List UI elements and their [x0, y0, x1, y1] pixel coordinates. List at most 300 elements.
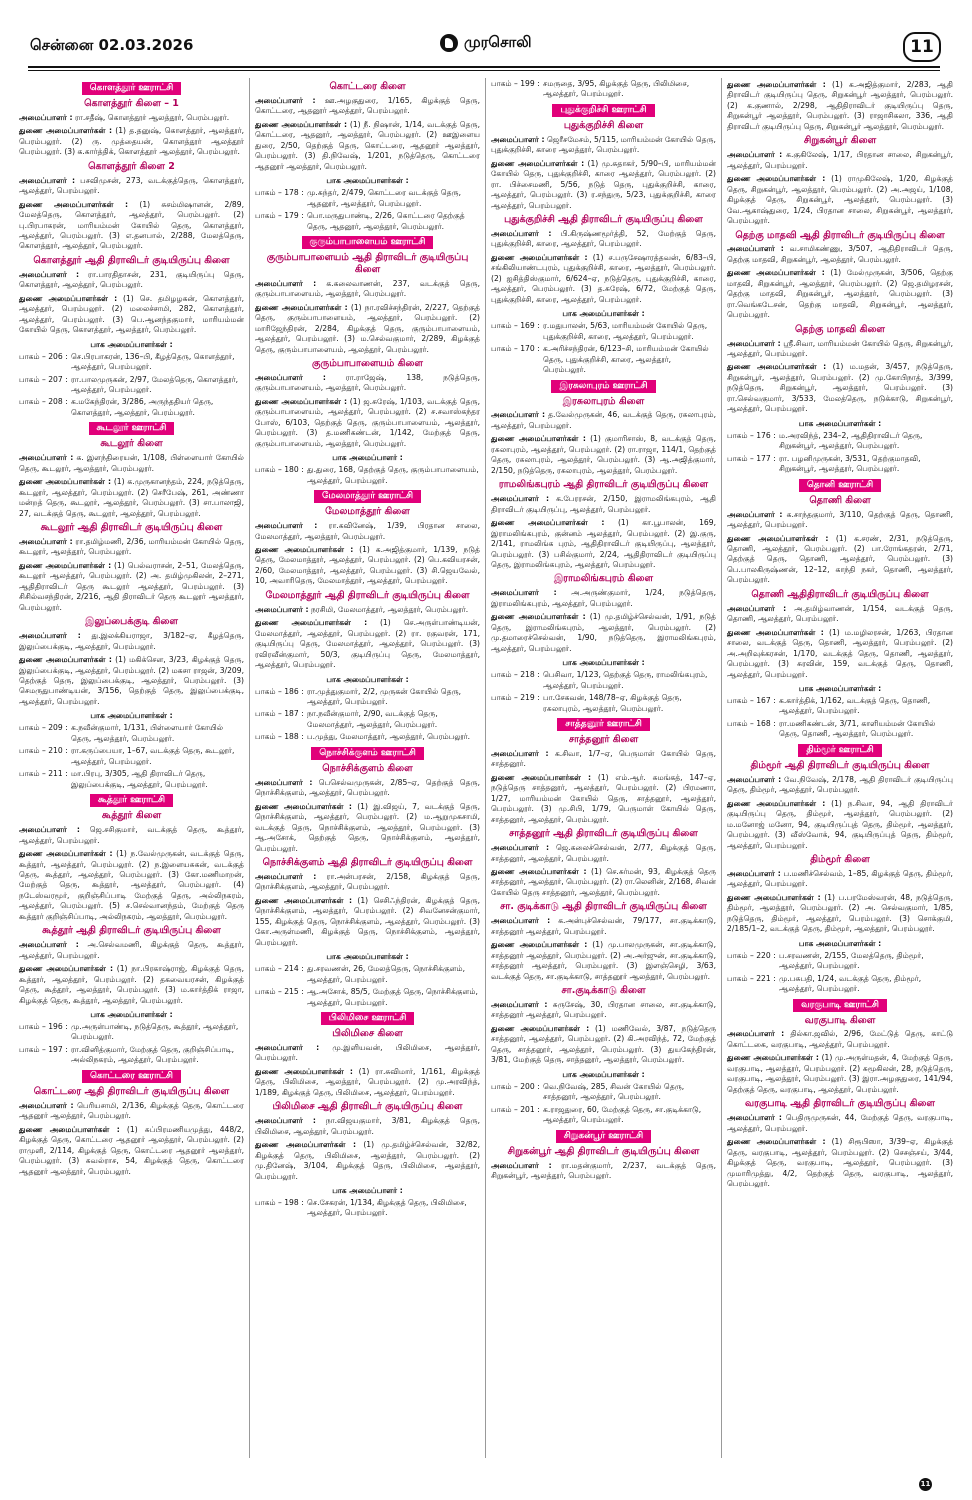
- ward-organizer: பொ.மருதுபாண்டி, 2/26, கொட்டரை தெற்குத் தெரு, ஆதனூர், ஆலத்தூர், பெரம்பலூர்.: [307, 211, 465, 231]
- ward-organizer: து.சரவணன், 26, மேலத்தெரு, நொச்சிக்குளம், ஆலத்தூர், பெரம்பலூர்.: [307, 964, 466, 984]
- entry-text: (1) த.தனுஷ், கொளத்தூர், ஆலத்தூர், பெரம்பலூர். (2) ரு. முத்தையன், கொளத்தூர் ஆலத்தூர் பெரம்பலூர். (3) க.கார்த்திக், கொளத்தூர் ஆலத்தூர், பெரம்பலூர்.: [19, 126, 244, 157]
- ward-organizer: செ.பிரபாகரன், 136–பி, கீழத்தெரு, கொளத்தூர், ஆலத்தூர், பெரம்பலூர்.: [71, 351, 235, 372]
- entry-text: (1) செ. தமிழழகன், கொளத்தூர், ஆலத்தூர், பெரம்பலூர். (2) மலைச்சாமி, 282, கொளத்தூர், ஆலத்தூர், பெரம்பலூர். (3) பெ.ஆனந்தகுமார், மாரியம்மன் கோயில் தெரு, கொளத்தூர், ஆலத்தூர், பெரம்பலூர்.: [19, 293, 244, 335]
- organizer-entry: [727, 1053, 953, 1095]
- section-subheading: பாக அமைப்பாளர்கள் :: [326, 674, 409, 684]
- article-columns: [14, 78, 958, 1458]
- role-label: துணை அமைப்பாளர்கள் :: [491, 866, 587, 876]
- ward-number: பாகம் – 200 :: [491, 1081, 540, 1091]
- ward-entry: [491, 1105, 716, 1126]
- ward-entry: [255, 211, 480, 232]
- organizer-entry: [491, 749, 716, 770]
- ward-number: பாகம் – 219 :: [491, 693, 540, 703]
- ward-entry: [491, 344, 716, 375]
- organizer-entry: [727, 1137, 953, 1189]
- branch-heading: கொளத்தூர் கிளை 2: [88, 160, 175, 172]
- entry-text: (1) நா.பிரகாஷ்ராஜ், கிழக்குத் தெரு, கூத்தூர், ஆலத்தூர், பெரம்பலூர். (2) தகவையரசன், கிழக்குத் தெரு, கூத்தூர், ஆலத்தூர், பெரம்பலூர். (3) ம.கார்த்திக் ராஜா, கிழக்குத் தெரு, கூத்தூர், ஆலத்தூர், பெரம்பலூர்.: [19, 964, 244, 1005]
- ward-number: பாகம் – 209 :: [19, 723, 68, 733]
- branch-heading: புதுக்குறிச்சி ஆதி திராவிடர் குடியிருப்பு கிளை: [504, 214, 703, 226]
- organizer-entry: [19, 849, 244, 922]
- role-label: துணை அமைப்பாளர்கள் :: [19, 126, 112, 136]
- panchayat-banner: புதுக்குறிச்சி ஊராட்சி: [552, 104, 654, 117]
- entry-text: நா.விஜயகுமார், 3/81, கிழக்குத் தெரு, பிலிமிசை, ஆலத்தூர், பெரம்பலூர்.: [255, 1116, 480, 1136]
- ward-entry: [255, 732, 480, 742]
- organizer-entry: [255, 373, 480, 394]
- organizer-entry: [727, 1113, 953, 1134]
- ward-organizer: ர.மதுபாலன், 5/63, மாரியம்மன் கோயில் தெரு, புதுக்குறிச்சி, காரை, ஆலத்தூர், பெரம்பலூர்.: [543, 321, 708, 341]
- panchayat-banner: சிறுகன்பூர் ஊராட்சி: [556, 1130, 651, 1143]
- entry-text: (1) ஜ.சுரேஷ், 1/103, வடக்குத் தெரு, குரும்பாபாளையம், ஆலத்தூர், பெரம்பலூர். (2) ச.சவாஸ்கந்தர போஸ், 6/103, தெற்குத் தெரு, குரும்பாபாளையம், ஆலத்தூர், பெரம்பலூர். (3) த.மணிகண்டன், 1/142, மேற்குத் தெரு, குரும்பாபாளையம், ஆலத்தூர், பெரம்பலூர்.: [255, 396, 480, 448]
- entry-text: (1) சுப்பிரமணியமுத்து, 448/2, கிழக்குத் தெரு, கொட்டரை ஆதனூர் ஆலத்தூர், பெரம்பலூர். (2) ராமுளி, 2/114, கிழக்குத் தெரு, கொட்டரை ஆதனூர் ஆலத்தூர், பெரம்பலூர். (3) சுவல்ராச, 54, கிழக்குத் தெரு, கொட்டரை ஆதனூர் ஆலத்தூர், பெரம்பலூர்.: [19, 1124, 244, 1176]
- role-label: துணை அமைப்பாளர்கள் :: [255, 1066, 353, 1076]
- ward-entry: [727, 951, 953, 972]
- organizer-entry: [491, 135, 716, 156]
- ward-organizer: மு.பசுபதி, 1/24, வடக்குத் தெரு, திம்மூர், ஆலத்தூர், பெரம்பலூர்.: [779, 973, 922, 994]
- ward-organizer: சமருதை, 3/95, கிழக்குத் தெரு, பிலிமிசை, ஆலத்தூர், பெரம்பலூர்.: [543, 79, 690, 99]
- ward-number: பாகம் – 188 :: [255, 732, 304, 742]
- ward-number: பாகம் – 210 :: [19, 746, 68, 756]
- entry-text: ரா.சதீஷ், கொளத்தூர் ஆலத்தூர், பெரம்பலூர்.: [74, 112, 230, 122]
- organizer-entry: [19, 176, 244, 197]
- organizer-entry: [255, 778, 480, 799]
- ward-entry: [727, 431, 953, 452]
- role-label: துணை அமைப்பாளர்கள் :: [491, 1023, 590, 1033]
- organizer-entry: [255, 96, 480, 117]
- role-label: அமைப்பாளர் :: [491, 228, 552, 238]
- branch-heading: இராமலிங்கபுரம் கிளை: [553, 573, 654, 585]
- panchayat-banner: மேலமாத்தூர் ஊராட்சி: [314, 490, 421, 503]
- organizer-entry: [19, 940, 244, 961]
- ward-entry: [491, 1082, 716, 1103]
- entry-text: நரசிமி, மேலமாத்தூர், ஆலத்தூர், பெரம்பலூர்.: [310, 604, 469, 614]
- role-label: துணை அமைப்பாளர்கள் :: [19, 1124, 120, 1134]
- ward-organizer: க.நவீன்குமார், 1/131, பிள்ளையார் கோயில் தெரு, ஆலத்தூர், பெரம்பலூர்.: [71, 723, 224, 743]
- entry-text: (1) மேல்முருகன், 3/506, தெற்கு மாதவி, சிறுகன்பூர், ஆலத்தூர், பெரம்பலூர். (2) ஜெ.தமிழரசன், தெற்கு மாதவி, சிறுகன்பூர், ஆலத்தூர், பெரம்பலூர். (3) ரா.வெங்கடேசன், தெற்கு மாதவி, சிறுகன்பூர், ஆலத்தூர், பெரம்பலூர்.: [727, 268, 953, 320]
- footer-page-number: 11: [919, 1478, 932, 1491]
- entry-text: ரா.கவினேஷ், 1/39, பிரதான சாலை, மேலமாத்தூர், ஆலத்தூர், பெரம்பலூர்.: [255, 521, 480, 541]
- entry-text: க.கலைவாணன், 237, வடக்குத் தெரு, குரும்பாபாளையம், ஆலத்தூர், பெரம்பலூர்.: [255, 278, 480, 299]
- panchayat-banner: குரும்பாபாளையம் ஊராட்சி: [302, 236, 434, 249]
- role-label: அமைப்பாளர் :: [491, 999, 548, 1009]
- section-subheading: பாக அமைப்பாளர்கள் :: [798, 938, 882, 948]
- ward-number: பாகம் – 177 :: [727, 453, 776, 463]
- ward-organizer: செ.சேகரன், 1/134, கிழக்குத் தெரு, பிலிமிசை, ஆலத்தூர், பெரம்பலூர்.: [307, 1197, 467, 1218]
- ward-entry: [19, 397, 244, 418]
- organizer-entry: [19, 1101, 244, 1122]
- entry-text: பெசெல்வமுருகன், 2/85–ஏ, தெற்குத் தெரு, நொச்சிக்குளம், ஆலத்தூர், பெரம்பலூர்.: [255, 777, 480, 798]
- section-subheading: பாக அமைப்பாளர்கள் :: [798, 684, 882, 693]
- organizer-entry: [491, 843, 716, 864]
- entry-text: அ.அருண்குமார், 1/24, நடுத்தெரு, இராமலிங்கபுரம், ஆலத்தூர், பெரம்பலூர்.: [491, 588, 716, 608]
- entry-text: (1) ராமுகிலேஷ், 1/20, கிழக்குத் தெரு, சிறுகன்பூர், ஆலத்தூர், பெரம்பலூர். (2) அ.அஜய், 1/108, கிழக்குத் தெரு, சிறுகன்பூர், ஆலத்தூர், பெரம்பலூர். (3) வே.ஆகாஷ்துரை, 1/24, பிரதான சாலை, சிறுகன்பூர், ஆலத்தூர், பெரம்பலூர்.: [727, 174, 953, 226]
- role-label: அமைப்பாளர் :: [255, 95, 316, 105]
- entry-text: அ.செல்வமணி, கிழக்குத் தெரு, கூத்தூர், ஆலத்தூர், பெரம்பலூர்.: [19, 940, 244, 960]
- organizer-entry: [491, 940, 716, 982]
- branch-heading: சாத்தனூர் ஆதி திராவிடர் குடியிருப்பு கிளை: [509, 828, 698, 840]
- ward-organizer: ரா.கருப்பையா, 1–67, வடக்குத் தெரு, கூடலூர், ஆலத்தூர், பெரம்பலூர்.: [71, 746, 235, 766]
- role-label: துணை அமைப்பாளர்கள் :: [727, 80, 826, 89]
- branch-heading: கூடலூர் ஆதி திராவிடர் குடியிருப்பு கிளை: [40, 522, 223, 534]
- ward-number: பாகம் – 211 :: [19, 769, 68, 779]
- entry-text: (1) மு.பாலமுருகன், சா.குடிக்காடு, சாத்தனூர் ஆலத்தூர், பெரம்பலூர். (2) அ.அர்ஜுன், சா.குடிக்காடு, சாத்தனூர் ஆலத்தூர், பெரம்பலூர். (3) இளஞ்செழி, 3/63, வடக்குத் தெரு, சா.குடிக்காடு, சாத்தனூர் ஆலத்தூர், பெரம்பலூர்.: [491, 940, 716, 981]
- organizer-entry: [727, 268, 953, 320]
- role-label: அமைப்பாளர் :: [19, 175, 76, 185]
- ward-number: பாகம் – 199 :: [491, 79, 540, 88]
- ward-organizer: மு.சுந்தர், 2/479, கொட்டரை வடக்குத் தெரு, ஆதனூர், ஆலத்தூர், பெரம்பலூர்.: [307, 188, 462, 208]
- branch-heading: நொச்சிக்குளம் ஆதி திராவிடர் குடியிருப்பு கிளை: [262, 857, 473, 869]
- masthead-rule: [28, 66, 940, 68]
- entry-text: (1) ம.மழிலரசன், 1/263, பிரதான சாலை, வடக்குத் தெரு, தொணி, ஆலத்தூர், பெரம்பலூர். (2) அ.அறிவுக்கரசன், 1/170, வடக்குத் தெரு, தொணி, ஆலத்தூர், பெரம்பலூர். (3) சுரவின், 159, வடக்குத் தெரு, தொணி, ஆலத்தூர், பெரம்பலூர்.: [727, 627, 953, 679]
- column-1: [14, 78, 250, 1458]
- branch-heading: குரும்பாபாளையம் ஆதி திராவிடர் குடியிருப்பு கிளை: [266, 252, 469, 275]
- organizer-entry: [255, 872, 480, 893]
- role-label: துணை அமைப்பாளர்கள் :: [491, 158, 585, 168]
- entry-text: மு.இளியவன், பிலிமிசை, ஆலத்தூர், பெரம்பலூர்.: [255, 1042, 480, 1063]
- role-label: அமைப்பாளர் :: [727, 774, 782, 784]
- ward-organizer: ப.முத்து, மேலமாத்தூர், ஆலத்தூர், பெரம்பலூர்.: [307, 732, 471, 742]
- role-label: துணை அமைப்பாளர்கள் :: [255, 1140, 357, 1150]
- branch-heading: நொச்சிக்குளம் கிளை: [322, 762, 413, 774]
- branch-heading: கொட்டரை கிளை: [329, 81, 406, 92]
- ward-organizer: து.துரை, 168, தெற்குத் தெரு, குரும்பாபாளையம், ஆலத்தூர், பெரம்பலூர்.: [307, 465, 479, 485]
- branch-heading: சா.குடிக்காடு கிளை: [561, 985, 646, 997]
- role-label: அமைப்பாளர் :: [255, 372, 326, 382]
- branch-heading: கூத்தூர் கிளை: [101, 810, 162, 822]
- edition-date: சென்னை 02.03.2026: [30, 36, 194, 54]
- entry-text: (1) இ.விஜய், 7, வடக்குத் தெரு, நொச்சிக்குளம், ஆலத்தூர், பெரம்பலூர். (2) ம.ஆறுமுகசாமி, வடக்குத் தெரு, நொச்சிக்குளம், ஆலத்தூர், பெரம்பலூர். (3) ஆ.அசோக், தெற்குத் தெரு, நொச்சிக்குளம், ஆலத்தூர், பெரம்பலூர்.: [255, 801, 480, 853]
- ward-organizer: ரா.மணிகண்டன், 3/71, காளியம்மன் கோயில் தெரு, தொணி, ஆலத்தூர், பெரம்பலூர்.: [779, 718, 936, 739]
- branch-heading: சாத்தனூர் கிளை: [568, 734, 639, 745]
- section-subheading: பாக அமைப்பாளர் :: [332, 453, 403, 463]
- role-label: துணை அமைப்பாளர்கள் :: [727, 533, 829, 543]
- entry-text: (1) ந.வேல்முருகன், வடக்குத் தெரு, கூத்தூர், ஆலத்தூர், பெரம்பலூர். (2) ந.இளையசுகன், வடக்குத் தெரு, கூத்தூர், ஆலத்தூர், பெரம்பலூர். (3) கோ.மணிமாறன், மேற்குத் தெரு, கூத்தூர், ஆலத்தூர், பெரம்பலூர். (4) நடேஸ்வரமூர், குறிஞ்சிப்பாடி மேற்குத் தெரு, அல்லிநகரம், ஆலத்தூர், பெரம்பலூர். (5) ச.செல்வானந்தம், மேற்குத் தெரு கூத்தூர் குறிஞ்சிப்பாடி, அல்லிநகரம், ஆலத்தூர், பெரம்பலூர்.: [19, 849, 244, 921]
- organizer-entry: [19, 537, 244, 558]
- role-label: துணை அமைப்பாளர்கள் :: [727, 1053, 819, 1063]
- ward-number: பாகம் – 207 :: [19, 374, 68, 384]
- ward-number: பாகம் – 179 :: [255, 211, 304, 221]
- ward-number: பாகம் – 206 :: [19, 351, 68, 361]
- masthead: [0, 0, 972, 62]
- panchayat-banner: கூடலூர் ஊராட்சி: [89, 422, 175, 435]
- role-label: அமைப்பாளர் :: [19, 825, 80, 835]
- entry-text: (1) ம.மதன், 3/457, நடுத்தெரு, சிறுகன்பூர், ஆலத்தூர், பெரம்பலூர். (2) மு.கோபிநாத், 3/399, நடுத்தெரு, சிறுகன்பூர், ஆலத்தூர், பெரம்பலூர். (3) ரா.செல்வகுமார், 3/533, மேலத்தெரு, நடுக்காடு, சிறுகன்பூர், ஆலத்தூர், பெரம்பலூர்.: [727, 362, 953, 414]
- section-subheading: பாக அமைப்பாளர்கள் :: [90, 1010, 173, 1019]
- role-label: துணை அமைப்பாளர்கள் :: [19, 849, 113, 859]
- branch-heading: தெற்கு மாதவி ஆதி திராவிடர் குடியிருப்பு கிளை: [735, 229, 945, 241]
- ward-entry: [19, 769, 244, 790]
- ward-entry: [255, 964, 480, 985]
- ward-organizer: ரா. பழனிமுருகன், 3/531, தெற்குமாதவி, சிறுகன்பூர், ஆலத்தூர், பெரம்பலூர்.: [779, 453, 921, 474]
- role-label: அமைப்பாளர் :: [491, 748, 549, 758]
- role-label: துணை அமைப்பாளர்கள் :: [255, 544, 354, 554]
- organizer-entry: [727, 534, 953, 586]
- branch-heading: பிலிமிசை ஆதி திராவிடர் குடியிருப்பு கிளை: [272, 1101, 463, 1113]
- ward-organizer: க.கார்த்திக், 1/162, வடக்குத் தெரு, தொணி, ஆலத்தூர், பெரம்பலூர்.: [779, 696, 931, 716]
- organizer-entry: [727, 150, 953, 171]
- organizer-entry: [491, 518, 716, 570]
- role-label: துணை அமைப்பாளர்கள் :: [255, 119, 348, 129]
- branch-heading: கொட்டரை ஆதி திராவிடர் குடியிருப்பு கிளை: [33, 1085, 230, 1097]
- branch-heading: பிலிமிசை கிளை: [332, 1028, 403, 1040]
- ward-organizer: க.அரிச்சந்திரன், 6/123–சி, மாரியம்மன் கோயில் தெரு, புதுக்குறிச்சி, காரை, ஆலத்தூர், பெரம்பலூர்.: [543, 344, 709, 375]
- organizer-entry: [255, 1067, 480, 1098]
- organizer-entry: [727, 510, 953, 531]
- entry-text: ஊ.அழகுதுரை, 1/165, கிழக்குத் தெரு, கொட்டரை, ஆதனூர் ஆலத்தூர், பெரம்பலூர்.: [255, 95, 480, 116]
- paper-logo: [440, 33, 532, 53]
- organizer-entry: [255, 1116, 480, 1137]
- ward-entry: [255, 188, 480, 209]
- ward-number: பாகம் – 208 :: [19, 397, 68, 407]
- organizer-entry: [255, 802, 480, 854]
- ward-organizer: ஆ.அசோக், 85/5, மேற்குத் தெரு, நொச்சிக்குளம், ஆலத்தூர், பெரம்பலூர்.: [307, 987, 478, 1007]
- organizer-entry: [727, 362, 953, 414]
- role-label: அமைப்பாளர் :: [727, 244, 784, 254]
- section-subheading: பாக அமைப்பாளர்கள் :: [326, 176, 409, 186]
- branch-heading: தெற்கு மாதவி கிளை: [795, 323, 885, 335]
- organizer-entry: [19, 825, 244, 846]
- role-label: அமைப்பாளர் :: [491, 134, 545, 144]
- entry-text: தில்கா.ஜவில், 2/96, மேட்டுத் தெரு, காட்டு கொட்டகை, வரகுபாடி, ஆலத்தூர், பெரம்பலூர்.: [727, 1029, 953, 1049]
- entry-text: (1) ச.பருசேஷாரத்தவன், 6/83–பி, சங்கிலியாண்டபுரம், புதுக்குறிச்சி, காரை, ஆலத்தூர், பெரம்பலூர். (2) ஐசித்திஸ்குமார், 6/624–ஏ, நடுத்தெரு, புதுக்குறிச்சி, காரை, ஆலத்தூர், பெரம்பலூர். (3) த.சுரேஷ், 6/72, மேற்குத் தெரு, புதுக்குறிச்சி, காரை, ஆலத்தூர், பெரம்பலூர்.: [491, 252, 716, 304]
- entry-text: (1) மு.தமிழ்ச்செல்வன், 32/82, கிழக்குத் தெரு, பிலிமிசை, ஆலத்தூர், பெரம்பலூர். (2) மு.தினேஷ், 3/104, கிழக்குத் தெரு, பிலிமிசை, ஆலத்தூர், பெரம்பலூர்.: [255, 1140, 480, 1181]
- entry-text: (1) மகிக்சௌ, 3/23, கிழக்குத் தெரு, இலுப்பைக்குடி, ஆலத்தூர், பெரம்பலூர். (2) மகசா ராஜன், 3/209, தெற்குத் தெரு, இலுப்பைக்குடி, ஆலத்தூர், பெரம்பலூர். (3) செமருதுபாண்டியன், 3/156, தெற்குத் தெரு, இலுப்பைக்குடி, ஆலத்தூர், பெரம்பலூர்.: [19, 655, 244, 706]
- branch-heading: கூடலூர் கிளை: [100, 438, 163, 450]
- role-label: அமைப்பாளர் :: [19, 631, 81, 641]
- section-subheading: பாக அமைப்பாளர்கள் :: [90, 339, 173, 349]
- role-label: அமைப்பாளர் :: [491, 588, 557, 598]
- role-label: துணை அமைப்பாளர்கள் :: [255, 396, 348, 406]
- role-label: அமைப்பாளர் :: [727, 1029, 785, 1039]
- ward-organizer: பா.சேகவன், 148/78–ஏ, கிழக்குத் தெரு, ரசுலாபுரம், ஆலத்தூர், பெரம்பலூர்.: [543, 693, 682, 713]
- organizer-entry: [727, 775, 953, 796]
- organizer-entry: [727, 244, 953, 265]
- section-subheading: பாக அமைப்பாளர்கள் :: [562, 658, 645, 668]
- organizer-entry: [255, 618, 480, 670]
- organizer-entry: [491, 434, 716, 476]
- organizer-entry: [727, 174, 953, 226]
- ward-entry: [727, 974, 953, 995]
- ward-number: பாகம் – 167 :: [727, 696, 776, 705]
- branch-heading: ராமலிங்கபுரம் ஆதி திராவிடர் குடியிருப்பு கிளை: [498, 479, 709, 491]
- role-label: அமைப்பாளர் :: [727, 868, 781, 878]
- branch-heading: மேலமாத்தூர் கிளை: [325, 506, 410, 518]
- ward-entry: [19, 723, 244, 744]
- organizer-entry: [491, 1024, 716, 1066]
- panchayat-banner: பிலிமிசை ஊராட்சி: [321, 1012, 415, 1025]
- entry-text: (1) க.சரண், 2/31, நடுத்தெரு, தொணி, ஆலத்தூர், பெரம்பலூர். (2) பா.ரோங்கதரன், 2/71, தெற்குத் தெரு, தொணி, ஆலத்தூர், பெரம்பலூர். (3) பெ.பாலகிருஷ்ணன், 12–12, காந்தி நகர், தொணி, ஆலத்தூர், பெரம்பலூர்.: [727, 533, 953, 585]
- entry-text: (1) சுசம்மிஷாளன், 2/89, மேலத்தெரு, கொளத்தூர், ஆலத்தூர், பெரம்பலூர். (2) பு.பிரபாகரன், மாரியம்மன் கோயில் தெரு, கொளத்தூர், ஆலத்தூர், பெரம்பலூர். (3) எ.தனபால், 2/288, மேலத்தெரு, கொளத்தூர், ஆலத்தூர், பெரம்பலூர்.: [19, 199, 245, 251]
- organizer-entry: [727, 339, 953, 360]
- role-label: துணை அமைப்பாளர்கள் :: [255, 302, 348, 312]
- role-label: அமைப்பாளர் :: [19, 269, 80, 279]
- entry-text: க.சிவா, 1/7–ஏ, பெருமாள் கோயில் தெரு, சாத்தனூர்.: [491, 748, 716, 769]
- role-label: அமைப்பாளர் :: [491, 410, 546, 420]
- ward-organizer: க.மகேந்திரன், 3/286, அருந்ததியர் தெரு, கொளத்தூர், ஆலத்தூர், பெரம்பலூர்.: [71, 397, 214, 417]
- organizer-entry: [19, 561, 244, 613]
- role-label: துணை அமைப்பாளர்கள் :: [491, 612, 586, 622]
- role-label: அமைப்பாளர் :: [727, 509, 783, 519]
- role-label: அமைப்பாளர் :: [255, 604, 309, 614]
- branch-heading: புதுக்குறிச்சி கிளை: [563, 119, 644, 131]
- branch-heading: தொணி கிளை: [809, 494, 871, 506]
- panchayat-banner: இரசுலாபுரம் ஊராட்சி: [551, 380, 655, 393]
- role-label: துணை அமைப்பாளர்கள் :: [19, 199, 129, 209]
- entry-text: வ.சாமிகண்ணு, 3/507, ஆதிதிராவிடர் தெரு, தெற்கு மாதவி, சிறுகன்பூர், ஆலத்தூர், பெரம்பலூர்.: [727, 244, 954, 264]
- ward-number: பாகம் – 218 :: [491, 670, 540, 680]
- branch-heading: மேலமாத்தூர் ஆதி திராவிடர் குடியிருப்பு கிளை: [265, 589, 470, 601]
- branch-heading: திம்மூர் கிளை: [810, 854, 870, 866]
- organizer-entry: [19, 655, 244, 707]
- role-label: துணை அமைப்பாளர்கள் :: [727, 892, 821, 902]
- organizer-entry: [491, 494, 716, 515]
- ward-entry: [727, 454, 953, 475]
- role-label: அமைப்பாளர் :: [727, 150, 783, 160]
- role-label: அமைப்பாளர் :: [19, 1100, 74, 1110]
- ward-number: பாகம் – 187 :: [255, 709, 304, 719]
- ward-number: பாகம் – 220 :: [727, 950, 776, 960]
- role-label: துணை அமைப்பாளர்கள் :: [491, 518, 605, 528]
- ward-entry: [255, 709, 480, 730]
- ward-entry: [491, 79, 716, 100]
- organizer-entry: [491, 253, 716, 305]
- panchayat-banner: வரகுபாடி ஊராட்சி: [793, 999, 887, 1012]
- ward-number: பாகம் – 197 :: [19, 1044, 68, 1054]
- branch-heading: தொணி ஆதிதிராவிடர் குடியிருப்பு கிளை: [751, 588, 929, 600]
- entry-text: (1) நா.ரவிச்சந்திரன், 2/227, தெற்குத் தெரு, குரும்பாபாளையம், ஆலத்தூர், பெரம்பலூர். (2) மாரிஜேந்திரன், 2/284, கிழக்குத் தெரு, குரும்பாபாளையம், ஆலத்தூர், பெரம்பலூர். (3) ம.செல்வகுமார், 2/289, கிழக்குத் தெரு, குரும்பாபாளையம், ஆலத்தூர், பெரம்பலூர்.: [255, 302, 481, 354]
- section-subheading: பாக அமைப்பாளர்கள் :: [562, 309, 645, 319]
- entry-text: ரா.மதன்குமார், 2/237, வடக்குத் தெரு, சிறுகன்பூர், ஆலத்தூர், பெரம்பலூர்.: [491, 1160, 716, 1180]
- role-label: அமைப்பாளர் :: [19, 453, 74, 463]
- entry-text: ஜெரீசமேசம், 5/115, மாரியம்மன் கோயில் தெரு, புதுக்குறிச்சி, காரை ஆலத்தூர், பெரம்பலூர்.: [491, 134, 716, 155]
- entry-text: க.பேரரசன், 2/150, இராமலிங்கபுரம், ஆதி திராவிடர் குடியிருப்பு, ஆலத்தூர், பெரம்பலூர்.: [491, 494, 716, 514]
- ward-entry: [19, 1022, 244, 1043]
- section-subheading: பாக அமைப்பாளர் :: [332, 1185, 403, 1195]
- section-subheading: பாக அமைப்பாளர்கள் :: [90, 711, 173, 721]
- role-label: அமைப்பாளர் :: [19, 112, 73, 122]
- entry-text: (1) செசிஃந்திரன், கிழக்குத் தெரு, நொச்சிக்குளம், ஆலத்தூர், பெரம்பலூர். (2) சிவனேசன்குமார், 155, கிழக்குத் தெரு, நொச்சிக்குளம், ஆலத்தூர், பெரம்பலூர். (3) கோ.அருள்மணி, கிழக்குத் தெரு, நொச்சிக்குளம், ஆலத்தூர், பெரம்பலூர்.: [255, 895, 481, 947]
- entry-text: க.அன்புச்செல்வன், 79/177, சா.குடிக்காடு, சாத்தனூர் ஆலத்தூர், பெரம்பலூர்.: [491, 916, 716, 936]
- role-label: துணை அமைப்பாளர்கள் :: [491, 434, 586, 444]
- organizer-entry: [19, 964, 244, 1006]
- organizer-entry: [255, 279, 480, 300]
- role-label: துணை அமைப்பாளர்கள் :: [727, 362, 827, 372]
- branch-heading: சா. குடிக்காடு ஆதி திராவிடர் குடியிருப்பு கிளை: [500, 901, 707, 913]
- organizer-entry: [255, 397, 480, 449]
- paper-name: முரசொலி: [464, 33, 532, 51]
- ward-number: பாகம் – 168 :: [727, 718, 776, 728]
- ward-organizer: மா.பிரபு, 3/305, ஆதி திராவிடர் தெரு, இலுப்பைக்குடி, ஆலத்தூர், பெரம்பலூர்.: [71, 769, 208, 789]
- organizer-entry: [491, 916, 716, 937]
- ward-entry: [19, 375, 244, 396]
- organizer-entry: [491, 410, 716, 431]
- role-label: துணை அமைப்பாளர்கள் :: [19, 477, 112, 487]
- entry-text: வே.நிவேஷ், 2/178, ஆதி திராவிடர் குடியிருப்பு தெரு, திம்மூர், ஆலத்தூர், பெரம்பலூர்.: [727, 774, 953, 795]
- role-label: துணை அமைப்பாளர்கள் :: [255, 801, 352, 811]
- role-label: துணை அமைப்பாளர்கள் :: [491, 772, 592, 782]
- entry-text: (1) க.அஜித்குமார், 2/283, ஆதி திராவிடர் குடியிருப்பு தெரு, சிறுகன்பூர் ஆலத்தூர், பெரம்பலூர். (2) க.குணால், 2/298, ஆதிதிராவிடர் குடியிருப்பு தெரு, சிறுகன்பூர் ஆலத்தூர், பெரம்பலூர். (3) ராஜாசிகலா, 336, ஆதி திராவிடர் குடியிருப்பு தெரு, சிறுகன்பூர் ஆலத்தூர், பெரம்பலூர்.: [727, 80, 953, 131]
- role-label: அமைப்பாளர் :: [255, 1042, 320, 1052]
- entry-text: ப.மணிச்செல்வம், 1–85, கிழக்குத் தெரு, திம்மூர், ஆலத்தூர், பெரம்பலூர்.: [727, 868, 953, 889]
- organizer-entry: [727, 80, 953, 132]
- branch-heading: திம்மூர் ஆதி திராவிடர் குடியிருப்பு கிளை: [750, 759, 930, 771]
- ward-number: பாகம் – 186 :: [255, 686, 304, 696]
- role-label: துணை அமைப்பாளர்கள் :: [19, 964, 113, 974]
- ward-entry: [255, 465, 480, 486]
- role-label: அமைப்பாளர் :: [491, 843, 550, 853]
- entry-text: (1) செ.அருள்பாண்டியன், மேலமாத்தூர், ஆலத்தூர், பெரம்பலூர். (2) ரா. ரகுவரன், 171, குடியிருப்பு தெரு, மேலமாத்தூர், ஆலத்தூர், பெரம்பலூர். (3) ரவிரவீன்குமார், 50/3, குடியிருப்பு தெரு, மேலமாத்தூர், ஆலத்தூர், பெரம்பலூர்.: [255, 618, 480, 670]
- organizer-entry: [727, 628, 953, 680]
- ward-entry: [491, 321, 716, 342]
- entry-text: (1) எம்.ஆர். சுமங்கத், 147–ஏ, நடுத்தெரு சாத்தனூர், ஆலத்தூர், பெரம்பலூர். (2) பிரமணா, 1/27, மாரியம்மன் கோயில் தெரு, சாத்தனூர், ஆலத்தூர், பெரம்பலூர். (3) மு.சிபி, 1/79, பெருமாள் கோயில் தெரு, சாத்தனூர், ஆலத்தூர், பெரம்பலூர்.: [491, 772, 716, 824]
- ward-number: பாகம் – 170 :: [491, 344, 540, 354]
- entry-text: ஜெ.சசிகுமார், வடக்குத் தெரு, கூத்தூர், ஆலத்தூர், பெரம்பலூர்.: [19, 825, 244, 845]
- ward-number: பாகம் – 215 :: [255, 987, 304, 997]
- column-3: [486, 78, 722, 1458]
- role-label: அமைப்பாளர் :: [491, 916, 551, 926]
- entry-text: (1) செ.சுர்மன், 93, கிழக்குத் தெரு சாத்தனூர், ஆலத்தூர், பெரம்பலூர். (2) ரா.லெனின், 2/168, சிவன் கோயில் தெரு சாத்தனூர், ஆலத்தூர், பெரம்பலூர்.: [491, 866, 717, 897]
- role-label: துணை அமைப்பாளர்கள் :: [727, 798, 826, 808]
- role-label: துணை அமைப்பாளர்கள் :: [491, 252, 588, 262]
- entry-text: (1) மு.அருள்மதன், 4, மேற்குத் தெரு, வரகுபாடி, ஆலத்தூர், பெரம்பலூர். (2) சுமூகிலன், 28, நடுத்தெரு, வரகுபாடி, ஆலத்தூர், பெரம்பலூர். (3) இரா.அழகுதுரை, 141/94, தெற்குத் தெரு, வரகுபாடி, ஆலத்தூர், பெரம்பலூர்.: [727, 1053, 953, 1094]
- role-label: துணை அமைப்பாளர்கள் :: [255, 618, 368, 628]
- organizer-entry: [491, 867, 716, 898]
- role-label: அமைப்பாளர் :: [19, 536, 73, 546]
- entry-text: ஜெ.கலைச்செல்வன், 2/77, கிழக்குத் தெரு, சாத்தனூர், ஆலத்தூர், பெரம்பலூர்.: [491, 843, 716, 863]
- panchayat-banner: திம்மூர் ஊராட்சி: [798, 744, 881, 757]
- section-subheading: பாக அமைப்பாளர்கள் :: [326, 952, 409, 962]
- entry-text: க.சாந்தகுமார், 3/110, தெற்குத் தெரு, தொணி, ஆலத்தூர், பெரம்பலூர்.: [727, 509, 953, 530]
- organizer-entry: [255, 303, 480, 355]
- entry-text: ரா.அன்பரசன், 2/158, கிழக்குத் தெரு, நொச்சிக்குளம், ஆலத்தூர், பெரம்பலூர்.: [255, 871, 480, 892]
- ward-entry: [727, 696, 953, 717]
- organizer-entry: [255, 120, 480, 172]
- organizer-entry: [19, 270, 244, 291]
- ward-number: பாகம் – 214 :: [255, 964, 304, 974]
- section-subheading: பாக அமைப்பாளர்கள் :: [562, 1069, 645, 1079]
- organizer-entry: [255, 1043, 480, 1064]
- role-label: துணை அமைப்பாளர்கள் :: [727, 1137, 826, 1147]
- role-label: அமைப்பாளர் :: [727, 338, 781, 348]
- branch-heading: குரும்பாபாளையம் கிளை: [312, 358, 423, 370]
- role-label: அமைப்பாளர் :: [19, 940, 79, 950]
- organizer-entry: [491, 1161, 716, 1182]
- organizer-entry: [255, 605, 480, 615]
- entry-text: ரா.பாரதிதாசன், 231, குடியிருப்பு தெரு, கொளத்தூர், ஆலத்தூர், பெரம்பலூர்.: [19, 269, 244, 290]
- organizer-entry: [19, 200, 244, 252]
- ward-entry: [19, 1045, 244, 1066]
- page-number-box: 11: [903, 32, 941, 62]
- entry-text: (1) சிரூபிஸா, 3/39–ஏ, கிழக்குத் தெரு, வரகுபாடி, ஆலத்தூர், பெரம்பலூர். (2) செசஞ்சய், 3/44, கிழக்குத் தெரு, வரகுபாடி, ஆலத்தூர், பெரம்பலூர். (3) முமாரிமுத்து, 4/2, தெற்குத் தெரு, வரகுபாடி, ஆலத்தூர், பெரம்பலூர்.: [727, 1137, 954, 1188]
- ward-organizer: ரா.முத்துகுமார், 2/2, முருகன் கோயில் தெரு, ஆலத்தூர், பெரம்பலூர்.: [307, 686, 462, 706]
- ward-entry: [255, 687, 480, 708]
- organizer-entry: [255, 1140, 480, 1182]
- organizer-entry: [19, 477, 244, 519]
- entry-text: பசவிமுசன், 273, வடக்குத்தெரு, கொளத்தூர், ஆலத்தூர், பெரம்பலூர்.: [19, 175, 244, 196]
- entry-text: ஸ்ரீ.சிவா, மாரியம்மன் கோயில் தெரு, சிறுகன்பூர், ஆலத்தூர், பெரம்பலூர்.: [727, 338, 953, 358]
- ward-number: பாகம் – 180 :: [255, 465, 304, 475]
- role-label: அமைப்பாளர் :: [727, 603, 787, 613]
- organizer-entry: [255, 896, 480, 948]
- panchayat-banner: நொச்சிக்குளம் ஊராட்சி: [311, 747, 424, 760]
- role-label: துணை அமைப்பாளர்கள் :: [727, 627, 824, 637]
- panchayat-banner: தொனி ஊராட்சி: [799, 479, 881, 492]
- masthead-rule-thin: [28, 70, 940, 71]
- entry-text: க.குகிலேஷ், 1/17, பிரதான சாலை, சிறுகன்பூர், ஆலத்தூர், பெரம்பலூர்.: [727, 150, 953, 170]
- entry-text: (1) கா.பூபாலன், 169, இராமலிங்கபுரம், குன்னம் ஆலத்தூர், பெரம்பலூர். (2) இ.குரு, 2/141, ராமலிங்க புரம், ஆதிதிராவிடர் குடியிருப்பு, ஆலத்தூர், பெரம்பலூர். (3) பசில்குமார், 2/24, ஆதிதிராவிடர் குடியிருப்பு தெரு, இராமலிங்கபுரம், ஆலத்தூர், பெரம்பலூர்.: [491, 518, 716, 569]
- role-label: துணை அமைப்பாளர்கள் :: [727, 268, 825, 278]
- role-label: அமைப்பாளர் :: [255, 871, 317, 881]
- ward-number: பாகம் – 221 :: [727, 973, 776, 983]
